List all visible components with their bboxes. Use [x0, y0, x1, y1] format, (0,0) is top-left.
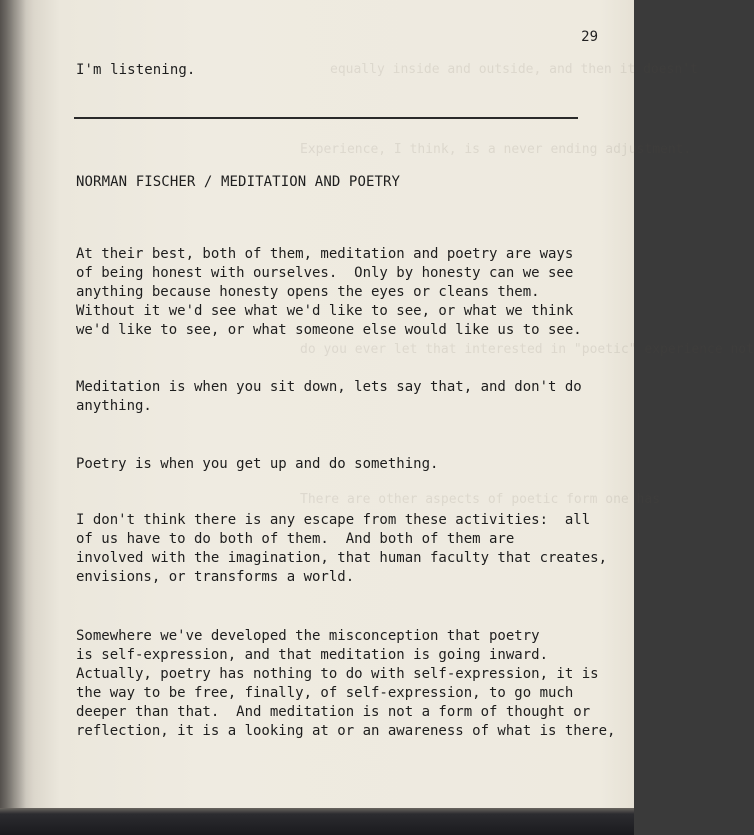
text-line: we'd like to see, or what someone else would like us to see. — [76, 322, 582, 338]
text-line: Actually, poetry has nothing to do with self-expression, it is — [76, 666, 599, 682]
text-line: deeper than that. And meditation is not a form of thought or — [76, 704, 591, 720]
text-line: Without it we'd see what we'd like to see, or what we think — [76, 303, 574, 319]
text-line: the way to be free, finally, of self-expression, to go much — [76, 685, 574, 701]
text-line: envisions, or transforms a world. — [76, 569, 355, 585]
text-line: Poetry is when you get up and do something. — [76, 456, 439, 472]
show-through-text: Experience, I think, is a never ending adjustment. — [300, 142, 692, 157]
text-line: involved with the imagination, that human faculty that creates, — [76, 550, 608, 566]
text-line: of being honest with ourselves. Only by honesty can we see — [76, 265, 574, 281]
text-line: At their best, both of them, meditation and poetry are ways — [76, 246, 574, 262]
page-spine-shadow — [0, 0, 26, 812]
text-line: Somewhere we've developed the misconception that poetry — [76, 628, 540, 644]
paragraph-1 — [76, 245, 582, 340]
text-line: Meditation is when you sit down, lets say that, and don't do — [76, 379, 582, 395]
paragraph-4 — [76, 511, 607, 587]
show-through-text: There are other aspects of poetic form one has — [300, 492, 661, 507]
paragraph-2 — [76, 378, 582, 416]
text-line: anything. — [76, 398, 152, 414]
paragraph-5 — [76, 627, 615, 741]
text-line: of us have to do both of them. And both of them are — [76, 531, 515, 547]
text-line: reflection, it is a looking at or an awareness of what is there, — [76, 723, 616, 739]
intro-line: I'm listening. — [76, 62, 196, 78]
text-line: I don't think there is any escape from these activities: all — [76, 512, 591, 528]
page-bottom-edge — [0, 808, 634, 835]
text-line: anything because honesty opens the eyes or cleans them. — [76, 284, 540, 300]
show-through-text: do you ever let that interested in "poetic" experience not — [300, 342, 754, 357]
show-through-text: equally inside and outside, and then it doesn't — [330, 62, 698, 77]
page-number: 29 — [581, 29, 598, 45]
paragraph-3 — [76, 455, 438, 474]
section-title: NORMAN FISCHER / MEDITATION AND POETRY — [76, 174, 401, 190]
horizontal-rule — [74, 117, 578, 119]
text-line: is self-expression, and that meditation is going inward. — [76, 647, 549, 663]
